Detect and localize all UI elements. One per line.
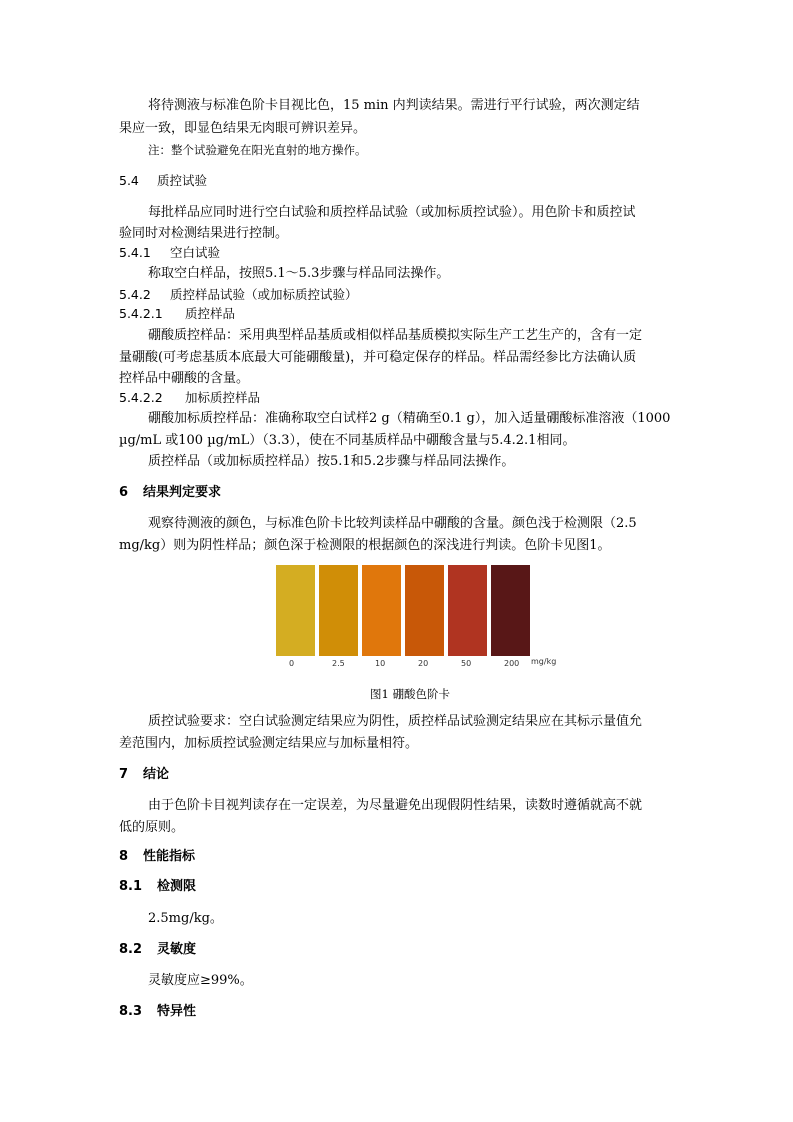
section-5-4-2-number: 5.4.2 [119, 287, 151, 302]
section-8-3-title: 特异性 [157, 1004, 197, 1019]
color-swatch [319, 565, 358, 656]
section-5-4-line-2: 验同时对检测结果进行控制。 [119, 226, 289, 241]
section-6-line-1: 观察待测液的颜色，与标准色阶卡比较判读样品中硼酸的含量。颜色浅于检测限（2.5 [148, 516, 637, 531]
section-5-4-2-title: 质控样品试验（或加标质控试验） [170, 287, 358, 302]
section-5-4-2-2-line-2: µg/mL 或100 µg/mL）（3.3），使在不同基质样品中硼酸含量与5.4.2.1相同。 [119, 433, 576, 448]
section-5-4-2-2-line-3: 质控样品（或加标质控样品）按5.1和5.2步骤与样品同法操作。 [148, 454, 515, 469]
intro-line-1: 将待测液与标准色阶卡目视比色，15 min 内判读结果。需进行平行试验，两次测定结 [148, 98, 640, 113]
section-7-line-2: 低的原则。 [119, 820, 185, 835]
note-text: 注：整个试验避免在阳光直射的地方操作。 [148, 143, 367, 157]
section-5-4-title: 质控试验 [157, 173, 208, 188]
swatch-label: 50 [461, 659, 472, 668]
section-8-2-number: 8.2 [119, 942, 143, 957]
section-5-4-2-1-line-2: 量硼酸(可考虑基质本底最大可能硼酸量)，并可稳定保存的样品。样品需经参比方法确认质 [119, 350, 637, 365]
figure-caption: 图1 硼酸色阶卡 [370, 687, 450, 701]
section-5-4-2-2-title: 加标质控样品 [185, 390, 261, 405]
swatch-label: 20 [418, 659, 429, 668]
section-5-4-2-2-line-1: 硼酸加标质控样品：准确称取空白试样2 g（精确至0.1 g），加入适量硼酸标准溶液（1000 [148, 411, 671, 426]
intro-line-2: 果应一致，即显色结果无肉眼可辨识差异。 [119, 121, 367, 136]
color-swatch [491, 565, 530, 656]
section-5-4-line-1: 每批样品应同时进行空白试验和质控样品试验（或加标质控试验）。用色阶卡和质控试 [148, 205, 636, 220]
color-swatch [405, 565, 444, 656]
section-8-1-title: 检测限 [157, 879, 197, 894]
section-8-title: 性能指标 [143, 849, 196, 864]
color-swatch [362, 565, 401, 656]
swatch-label: 0 [289, 659, 295, 668]
section-8-number: 8 [119, 849, 129, 864]
section-8-2-title: 灵敏度 [157, 942, 197, 957]
section-8-1-number: 8.1 [119, 879, 143, 894]
section-5-4-2-1-number: 5.4.2.1 [119, 306, 163, 321]
section-6-title: 结果判定要求 [143, 485, 222, 500]
qc-requirement-line-2: 差范围内，加标质控试验测定结果应与加标量相符。 [119, 736, 419, 751]
qc-requirement-line-1: 质控试验要求：空白试验测定结果应为阴性，质控样品试验测定结果应在其标示量值允 [148, 714, 643, 729]
unit-label: mg/kg [531, 657, 557, 666]
section-7-number: 7 [119, 767, 129, 782]
section-8-3-number: 8.3 [119, 1004, 143, 1019]
section-8-1-body: 2.5mg/kg。 [148, 911, 223, 926]
swatch-label: 200 [504, 659, 520, 668]
section-5-4-2-1-line-3: 控样品中硼酸的含量。 [119, 371, 250, 386]
section-5-4-1-title: 空白试验 [170, 245, 221, 260]
section-5-4-1-body: 称取空白样品，按照5.1～5.3步骤与样品同法操作。 [148, 266, 450, 281]
swatch-label: 2.5 [332, 659, 345, 668]
color-swatch [448, 565, 487, 656]
section-5-4-2-2-number: 5.4.2.2 [119, 390, 163, 405]
section-5-4-2-1-title: 质控样品 [185, 306, 236, 321]
section-5-4-1-number: 5.4.1 [119, 245, 151, 260]
section-8-2-body: 灵敏度应≥99%。 [148, 973, 253, 988]
section-6-number: 6 [119, 485, 129, 500]
section-5-4-number: 5.4 [119, 173, 139, 188]
color-swatch [276, 565, 315, 656]
section-5-4-2-1-line-1: 硼酸质控样品：采用典型样品基质或相似样品基质模拟实际生产工艺生产的，含有一定 [148, 328, 643, 343]
section-7-title: 结论 [143, 767, 170, 782]
swatch-label: 10 [375, 659, 386, 668]
section-7-line-1: 由于色阶卡目视判读存在一定误差，为尽量避免出现假阴性结果，读数时遵循就高不就 [148, 798, 643, 813]
color-card-figure [276, 565, 556, 670]
section-6-line-2: mg/kg）则为阴性样品；颜色深于检测限的根据颜色的深浅进行判读。色阶卡见图1。 [119, 538, 611, 553]
